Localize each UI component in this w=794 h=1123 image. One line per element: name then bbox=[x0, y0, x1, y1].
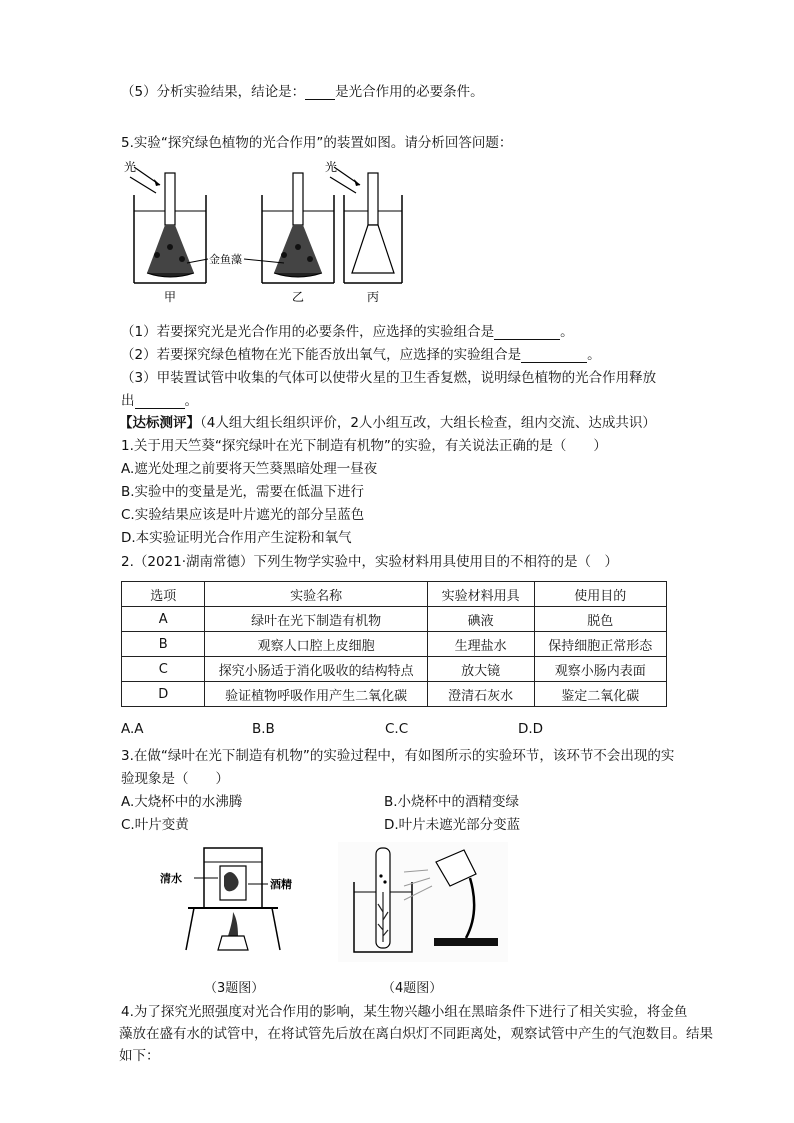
mc2-option-d[interactable]: D.D bbox=[518, 721, 544, 737]
fig4-lamp-tube bbox=[338, 842, 508, 962]
q-prev-item5-tail: 是光合作用的必要条件。 bbox=[335, 84, 484, 100]
q5-sub2-tail: 。 bbox=[587, 347, 601, 363]
fig3-caption: （3题图） bbox=[204, 981, 265, 996]
answer-blank[interactable] bbox=[494, 325, 560, 340]
plant-label: 金鱼藻 bbox=[209, 253, 242, 266]
table-cell: 验证植物呼吸作用产生二氧化碳 bbox=[205, 682, 427, 707]
mc3-option-d[interactable]: D.叶片未遮光部分变蓝 bbox=[384, 817, 521, 833]
q5-sub3-line2 bbox=[121, 389, 198, 409]
table-cell: C bbox=[122, 657, 205, 682]
mc2-option-b[interactable]: B.B bbox=[252, 721, 275, 737]
section-note: （4人组大组长组织评价，2人小组互改，大组长检查，组内交流、达成共识） bbox=[200, 415, 656, 431]
apparatus-jia bbox=[130, 167, 206, 283]
answer-blank[interactable] bbox=[521, 348, 587, 363]
q5-sub2-text: （2）若要探究绿色植物在光下能否放出氧气，应选择的实验组合是 bbox=[121, 347, 522, 363]
mc2-question: 2.（2021·湖南常德）下列生物学实验中，实验材料用具使用目的不相符的是（ ） bbox=[121, 554, 619, 570]
table-header: 选项 bbox=[122, 582, 205, 607]
mc2-option-a[interactable]: A.A bbox=[121, 721, 144, 737]
table-cell: 脱色 bbox=[534, 607, 666, 632]
q4-line1: 4.为了探究光照强度对光合作用的影响，某生物兴趣小组在黑暗条件下进行了相关实验，将金鱼 bbox=[121, 1004, 688, 1020]
answer-blank[interactable] bbox=[135, 394, 185, 409]
table-row bbox=[122, 682, 667, 707]
table-cell: A bbox=[122, 607, 205, 632]
section-header bbox=[119, 411, 656, 431]
mc1-question: 1.关于用天竺葵“探究绿叶在光下制造有机物”的实验，有关说法正确的是（ ） bbox=[121, 438, 607, 454]
mc1-option-b[interactable]: B.实验中的变量是光，需要在低温下进行 bbox=[121, 484, 365, 500]
answer-blank[interactable] bbox=[305, 85, 335, 100]
mc1-option-d[interactable]: D.本实验证明光合作用产生淀粉和氧气 bbox=[121, 530, 352, 546]
table-cell: 鉴定二氧化碳 bbox=[534, 682, 666, 707]
table-row bbox=[122, 632, 667, 657]
q4-line3: 如下： bbox=[119, 1048, 160, 1064]
table-cell: 观察小肠内表面 bbox=[534, 657, 666, 682]
q5-title: 5.实验“探究绿色植物的光合作用”的装置如图。请分析回答问题： bbox=[121, 135, 513, 151]
fig4-caption: （4题图） bbox=[382, 981, 443, 996]
table-header-row bbox=[122, 582, 667, 607]
q5-sub1-text: （1）若要探究光是光合作用的必要条件，应选择的实验组合是 bbox=[121, 324, 495, 340]
mc3-option-c[interactable]: C.叶片变黄 bbox=[121, 817, 189, 833]
label-bing: 丙 bbox=[367, 290, 380, 304]
table-cell: 保持细胞正常形态 bbox=[534, 632, 666, 657]
table-cell: 生理盐水 bbox=[427, 632, 534, 657]
mc1-option-c[interactable]: C.实验结果应该是叶片遮光的部分呈蓝色 bbox=[121, 507, 365, 523]
section-title: 【达标测评】 bbox=[119, 415, 200, 431]
table-cell: B bbox=[122, 632, 205, 657]
mc1-option-a[interactable]: A.遮光处理之前要将天竺葵黑暗处理一昼夜 bbox=[121, 461, 378, 477]
label-yi: 乙 bbox=[292, 290, 305, 304]
mc3-option-b[interactable]: B.小烧杯中的酒精变绿 bbox=[384, 794, 520, 810]
water-label: 清水 bbox=[160, 872, 182, 885]
q5-sub3-before: 出 bbox=[121, 393, 135, 409]
label-jia: 甲 bbox=[164, 290, 177, 304]
mc3-question-line1: 3.在做“绿叶在光下制造有机物”的实验过程中，有如图所示的实验环节，该环节不会出现的实 bbox=[121, 748, 675, 764]
light-label-left: 光 bbox=[124, 160, 137, 174]
mc3-option-a[interactable]: A.大烧杯中的水沸腾 bbox=[121, 794, 243, 810]
mc2-option-c[interactable]: C.C bbox=[385, 721, 409, 737]
table-header: 实验名称 bbox=[205, 582, 427, 607]
q4-line2: 藻放在盛有水的试管中，在将试管先后放在离白炽灯不同距离处，观察试管中产生的气泡数目。结果 bbox=[119, 1026, 713, 1042]
q5-sub3-line1: （3）甲装置试管中收集的气体可以使带火星的卫生香复燃，说明绿色植物的光合作用释放 bbox=[121, 370, 657, 386]
table-cell: 碘液 bbox=[427, 607, 534, 632]
apparatus-yi bbox=[262, 173, 334, 283]
q5-sub1 bbox=[121, 320, 574, 340]
fig3-water-bath bbox=[158, 842, 308, 962]
mc3-question-line2: 验现象是（ ） bbox=[121, 771, 229, 787]
table-cell: 放大镜 bbox=[427, 657, 534, 682]
table-row bbox=[122, 657, 667, 682]
table-row bbox=[122, 607, 667, 632]
experiment-table bbox=[121, 581, 667, 707]
apparatus-bing bbox=[330, 167, 402, 283]
table-cell: 探究小肠适于消化吸收的结构特点 bbox=[205, 657, 427, 682]
table-cell: 绿叶在光下制造有机物 bbox=[205, 607, 427, 632]
alcohol-label: 酒精 bbox=[270, 878, 292, 891]
q5-sub2 bbox=[121, 343, 601, 363]
table-header: 实验材料用具 bbox=[427, 582, 534, 607]
light-label-right: 光 bbox=[325, 160, 338, 174]
q5-apparatus-figure bbox=[112, 155, 412, 305]
q5-sub3-tail: 。 bbox=[184, 393, 198, 409]
q5-sub1-tail: 。 bbox=[560, 324, 574, 340]
q-prev-item5-text: （5）分析实验结果，结论是： bbox=[121, 84, 306, 100]
table-header: 使用目的 bbox=[534, 582, 666, 607]
table-cell: D bbox=[122, 682, 205, 707]
table-cell: 观察人口腔上皮细胞 bbox=[205, 632, 427, 657]
table-cell: 澄清石灰水 bbox=[427, 682, 534, 707]
q-prev-item5 bbox=[121, 80, 484, 100]
